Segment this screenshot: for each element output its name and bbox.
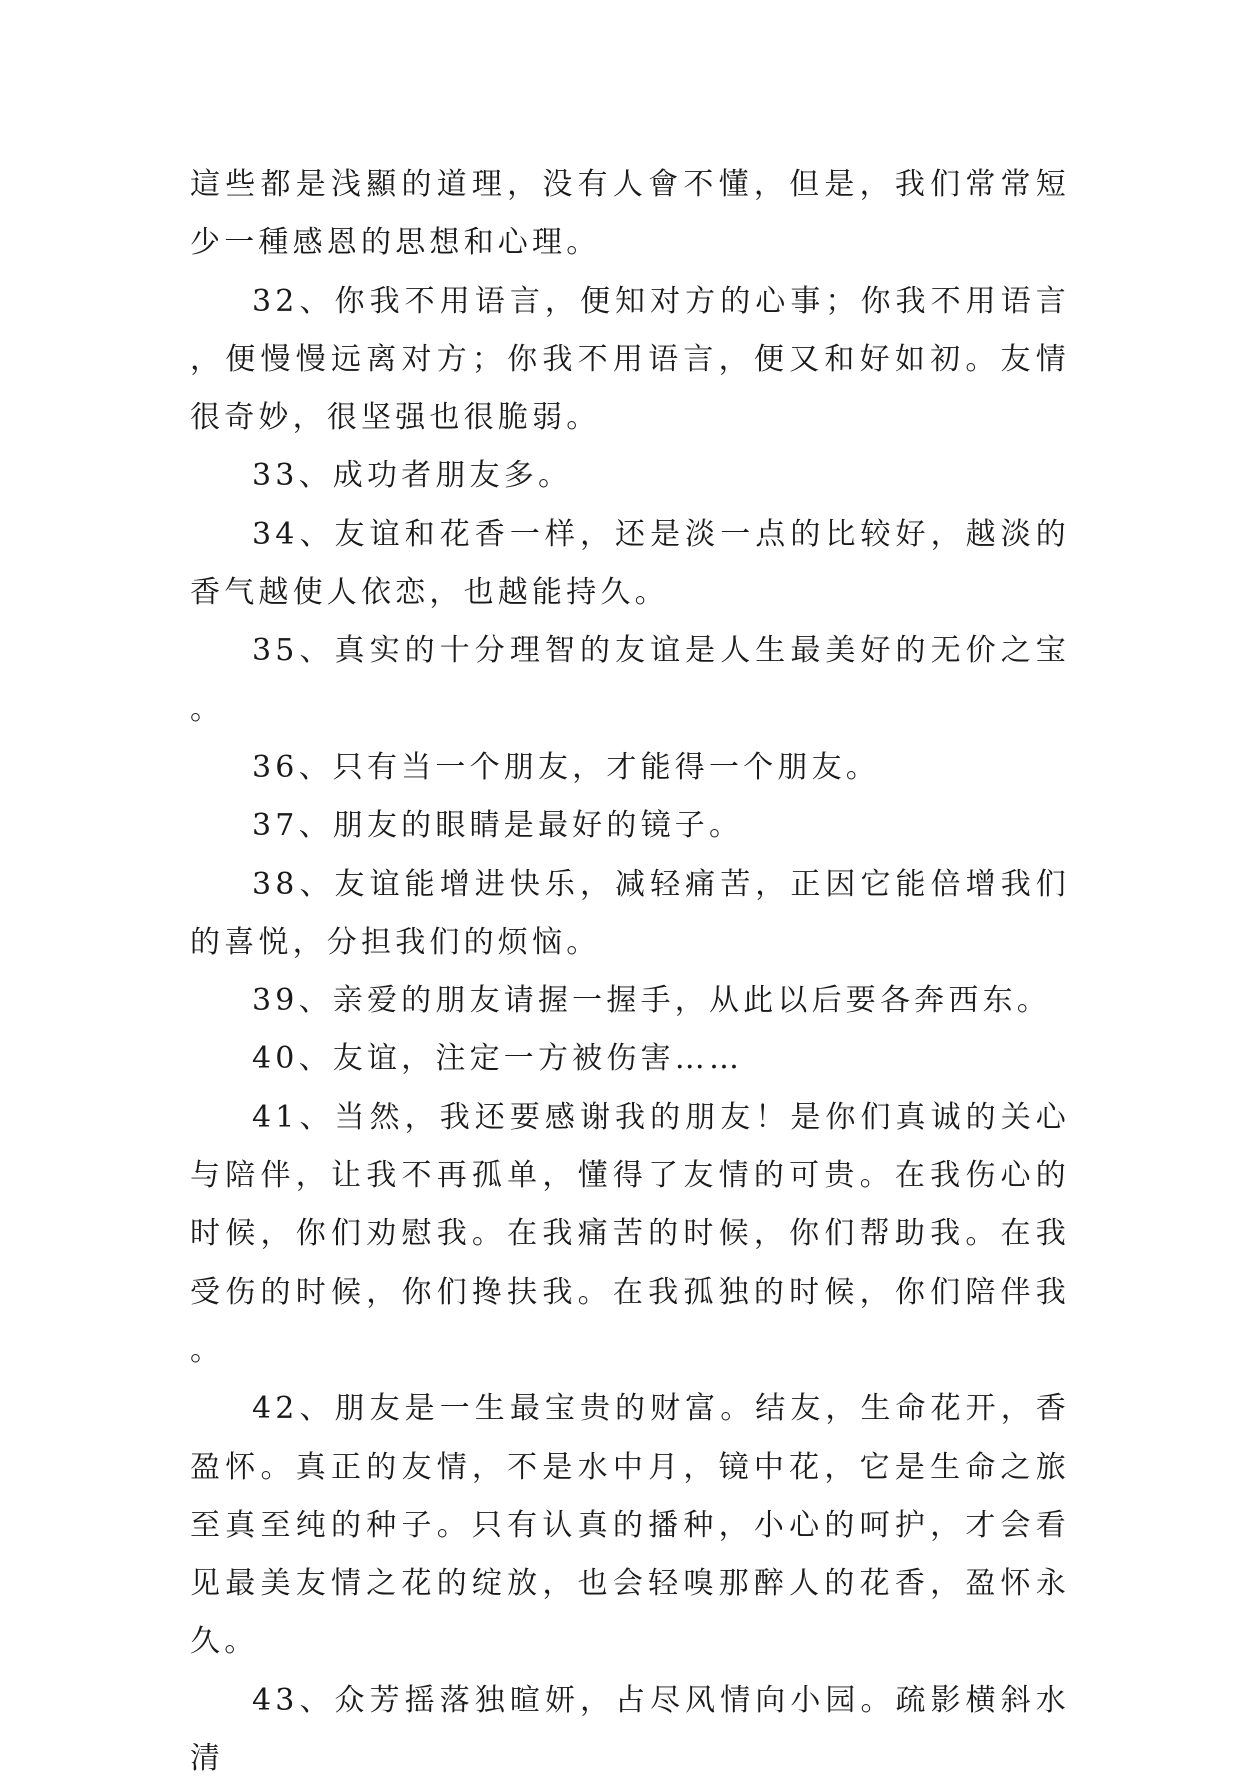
paragraph-33: 33、成功者朋友多。 <box>252 458 573 494</box>
paragraph-32: 32、你我不用语言，便知对方的心事；你我不用语言，便慢慢远离对方；你我不用语言，便又和好如初。友情很奇妙，很坚强也很脆弱。 <box>190 283 1070 436</box>
paragraph-40: 40、友谊，注定一方被伤害…… <box>252 1041 744 1077</box>
paragraph-39: 39、亲爱的朋友请握一握手，从此以后要各奔西东。 <box>252 983 1051 1019</box>
paragraph-37: 37、朋友的眼睛是最好的镜子。 <box>252 808 744 844</box>
paragraph-35: 35、真实的十分理智的友谊是人生最美好的无价之宝。 <box>190 633 1070 727</box>
paragraph-41: 41、当然，我还要感谢我的朋友！是你们真诚的关心与陪伴，让我不再孤单，懂得了友情的可贵。在我伤心的时候，你们劝慰我。在我痛苦的时候，你们帮助我。在我受伤的时候，你们搀扶我。在我孤独的时候，你们陪伴我。 <box>190 1099 1070 1368</box>
document-body <box>190 156 1070 1788</box>
paragraph-continuation: 這些都是浅顯的道理，没有人會不懂，但是，我们常常短少一種感恩的思想和心理。 <box>190 167 1070 261</box>
paragraph-42: 42、朋友是一生最宝贵的财富。结友，生命花开，香盈怀。真正的友情，不是水中月，镜中花，它是生命之旅至真至纯的种子。只有认真的播种，小心的呵护，才会看见最美友情之花的绽放，也会轻嗅那醉人的花香，盈怀永久。 <box>190 1391 1070 1660</box>
paragraph-34: 34、友谊和花香一样，还是淡一点的比较好，越淡的香气越使人依恋，也越能持久。 <box>190 516 1070 611</box>
paragraph-38: 38、友谊能增进快乐，减轻痛苦，正因它能倍增我们的喜悦，分担我们的烦恼。 <box>190 866 1070 960</box>
paragraph-36: 36、只有当一个朋友，才能得一个朋友。 <box>252 749 880 785</box>
paragraph-43: 43、众芳摇落独暄妍，占尽风情向小园。疏影横斜水清 <box>190 1682 1070 1777</box>
